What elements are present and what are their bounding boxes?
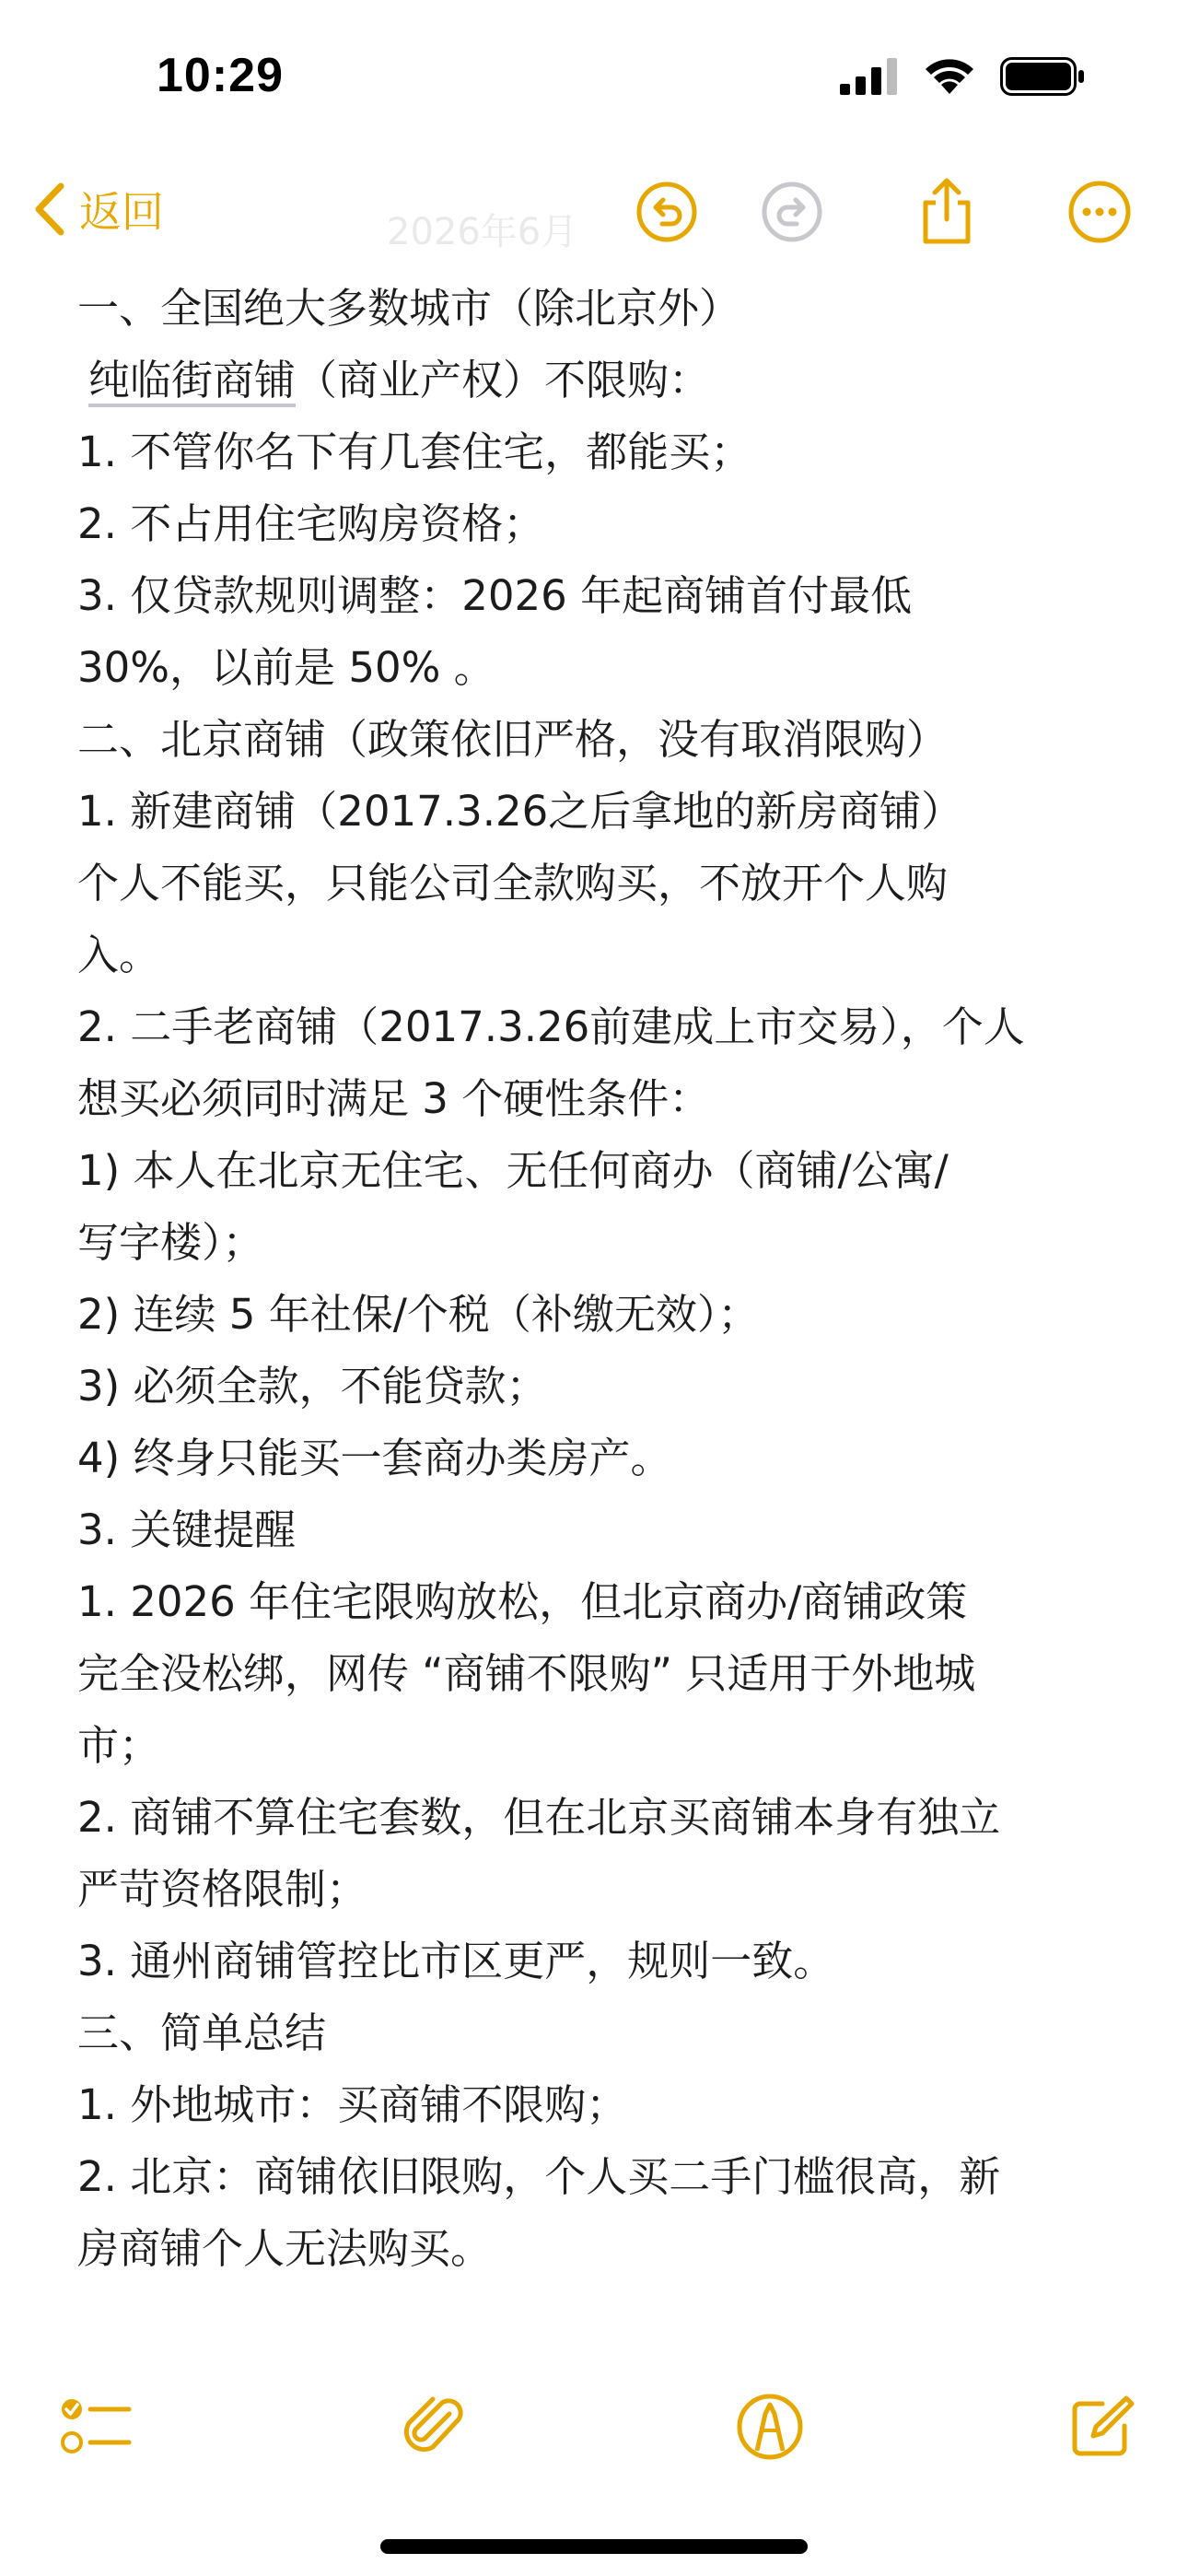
checklist-icon xyxy=(59,2395,133,2459)
bottom-toolbar xyxy=(0,2377,1188,2478)
compose-icon xyxy=(1067,2393,1136,2461)
more-button[interactable] xyxy=(1063,175,1136,249)
status-time: 10:29 xyxy=(157,49,284,102)
status-icons xyxy=(840,57,1085,96)
note-line: 入。 xyxy=(77,931,161,979)
markup-button[interactable] xyxy=(726,2383,814,2471)
note-line: 4) 终身只能买一套商办类房产。 xyxy=(77,1434,672,1482)
undo-button[interactable] xyxy=(630,175,704,249)
note-line: 写字楼）； xyxy=(77,1218,264,1267)
markup-pen-icon xyxy=(735,2392,805,2462)
note-line: 2. 不占用住宅购房资格； xyxy=(77,499,545,548)
linked-text[interactable]: 纯临街商铺 xyxy=(88,356,297,404)
note-line: 1. 新建商铺（2017.3.26之后拿地的新房商铺） xyxy=(77,787,963,836)
note-line: 2. 二手老商铺（2017.3.26前建成上市交易），个人 xyxy=(77,1002,1025,1051)
status-bar xyxy=(0,0,1188,157)
note-line: 1. 2026 年住宅限购放松，但北京商办/商铺政策 xyxy=(77,1577,968,1626)
note-line: 30%，以前是 50% 。 xyxy=(77,643,495,692)
note-line xyxy=(77,345,1127,416)
compose-button[interactable] xyxy=(1057,2383,1146,2471)
chevron-left-icon xyxy=(31,181,66,238)
note-line: 3. 通州商铺管控比市区更严，规则一致。 xyxy=(77,1937,835,1985)
back-button[interactable] xyxy=(31,179,164,240)
note-line: 3. 仅贷款规则调整：2026 年起商铺首付最低 xyxy=(77,571,913,620)
attachment-button[interactable] xyxy=(390,2383,479,2471)
note-line: 3. 关键提醒 xyxy=(77,1505,297,1554)
note-line: 严苛资格限制； xyxy=(77,1865,368,1914)
note-line: 2. 商铺不算住宅套数，但在北京买商铺本身有独立 xyxy=(77,1793,1001,1842)
note-line: 1. 外地城市：买商铺不限购； xyxy=(77,2080,628,2129)
note-line: 2. 北京：商铺依旧限购，个人买二手门槛很高，新 xyxy=(77,2152,1001,2201)
wifi-icon xyxy=(923,57,976,96)
note-line: 个人不能买，只能公司全款购买，不放开个人购 xyxy=(77,859,949,907)
note-line: 一、全国绝大多数城市（除北京外） xyxy=(77,284,741,333)
note-line: 市； xyxy=(77,1721,161,1770)
note-line: 二、北京商铺（政策依旧严格，没有取消限购） xyxy=(77,715,949,764)
note-line: 房商铺个人无法购买。 xyxy=(77,2224,493,2273)
share-button[interactable] xyxy=(910,175,984,249)
battery-icon xyxy=(1000,57,1085,96)
share-icon xyxy=(917,177,976,247)
note-line: 三、简单总结 xyxy=(77,2008,327,2057)
cellular-signal-icon xyxy=(840,58,899,95)
note-text: （商业产权）不限购： xyxy=(296,356,711,404)
redo-icon xyxy=(760,180,824,244)
note-line: 1. 不管你名下有几套住宅，都能买； xyxy=(77,427,752,476)
nav-ghost-title: 2026年6月 xyxy=(387,211,578,253)
nav-bar xyxy=(0,166,1188,258)
note-line: 3) 必须全款，不能贷款； xyxy=(77,1362,548,1411)
note-line: 2) 连续 5 年社保/个税（补缴无效）； xyxy=(77,1290,760,1339)
checklist-button[interactable] xyxy=(52,2383,140,2471)
note-line: 想买必须同时满足 3 个硬性条件： xyxy=(77,1074,711,1123)
paperclip-icon xyxy=(398,2390,472,2464)
more-icon xyxy=(1066,179,1133,245)
back-label: 返回 xyxy=(79,187,164,237)
note-body[interactable] xyxy=(77,273,1127,2285)
undo-icon xyxy=(635,180,699,244)
note-line: 完全没松绑，网传 “商铺不限购” 只适用于外地城 xyxy=(77,1649,976,1698)
note-line: 1) 本人在北京无住宅、无任何商办（商铺/公寓/ xyxy=(77,1146,949,1195)
redo-button[interactable] xyxy=(755,175,829,249)
home-indicator[interactable] xyxy=(380,2539,808,2554)
